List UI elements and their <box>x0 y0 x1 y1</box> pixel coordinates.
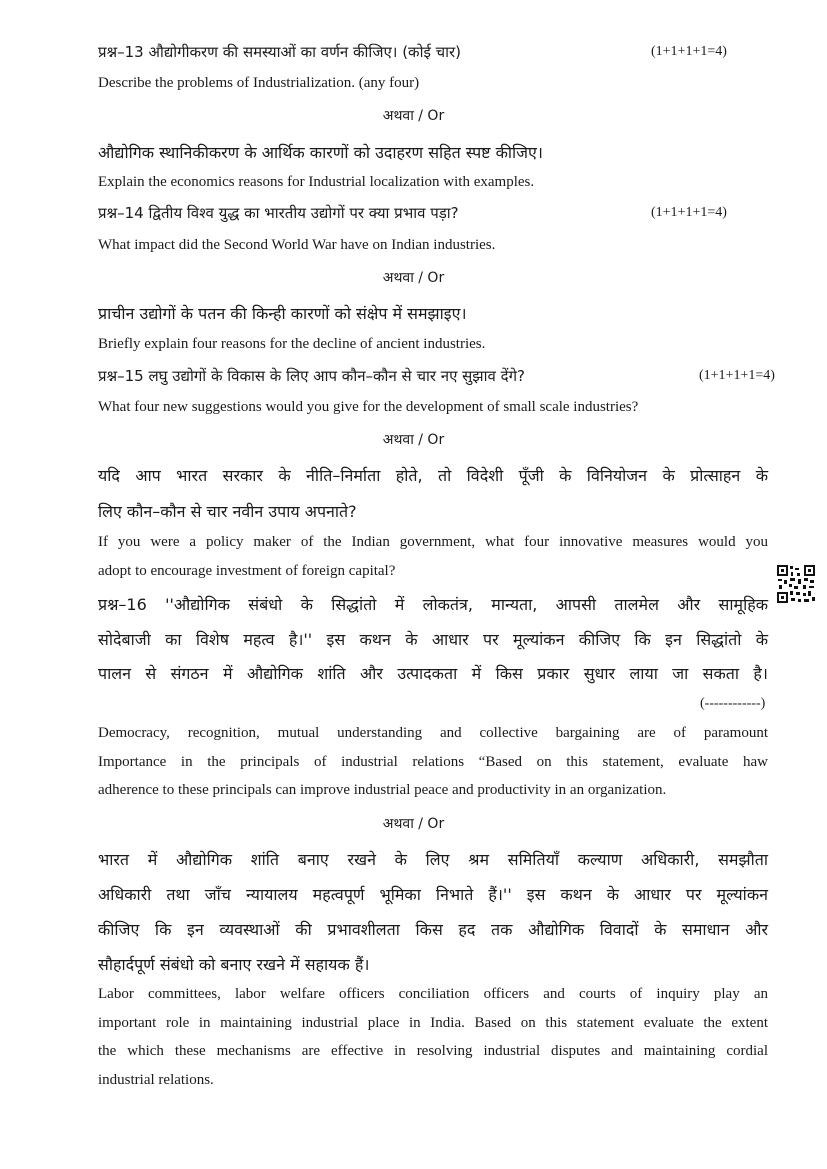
q16-or: अथवा / Or <box>382 816 445 832</box>
q16-marks: (------------) <box>700 696 766 711</box>
q16-alt-hindi-line3: कीजिए कि इन व्यवस्थाओं की प्रभावशीलता किस हद तक औद्योगिक विवादों के समाधान और <box>98 920 768 939</box>
q13-or: अथवा / Or <box>382 108 445 124</box>
q14-or: अथवा / Or <box>382 270 445 286</box>
q16-alt-hindi-line4: सौहार्दपूर्ण संबंधो को बनाए रखने में सहायक हैं। <box>98 955 370 974</box>
q15-alt-hindi-line2: लिए कौन–कौन से चार नवीन उपाय अपनाते? <box>98 502 357 521</box>
q16-alt-english-line3: the which these mechanisms are effective in resolving industrial disputes and maintaining cordial <box>98 1043 768 1059</box>
q14-alt-english: Briefly explain four reasons for the decline of ancient industries. <box>98 336 486 352</box>
q13-alt-hindi: औद्योगिक स्थानिकीकरण के आर्थिक कारणों को उदाहरण सहित स्पष्ट कीजिए। <box>98 143 543 162</box>
q16-alt-english-line1: Labor committees, labor welfare officers conciliation officers and courts of inquiry play an <box>98 986 768 1002</box>
q15-alt-english-line1: If you were a policy maker of the Indian government, what four innovative measures would you <box>98 534 768 550</box>
q16-hindi-line2: सोदेबाजी का विशेष महत्व है।'' इस कथन के आधार पर मूल्यांकन कीजिए कि इन सिद्धांतो के <box>98 630 768 649</box>
q13-english: Describe the problems of Industrialization. (any four) <box>98 75 420 91</box>
q16-english-line1: Democracy, recognition, mutual understanding and collective bargaining are of paramount <box>98 725 768 741</box>
q16-alt-hindi-line1: भारत में औद्योगिक शांति बनाए रखने के लिए श्रम समितियाँ कल्याण अधिकारी, समझौता <box>98 850 768 869</box>
q16-alt-english-line2: important role in maintaining industrial place in India. Based on this statement evaluate the extent <box>98 1015 768 1031</box>
q14-english: What impact did the Second World War have on Indian industries. <box>98 237 496 253</box>
q15-english: What four new suggestions would you give for the development of small scale industries? <box>98 399 639 415</box>
q13-marks: (1+1+1+1=4) <box>651 44 727 59</box>
q15-alt-hindi-line1: यदि आप भारत सरकार के नीति–निर्माता होते, तो विदेशी पूँजी के विनियोजन के प्रोत्साहन के <box>98 466 768 485</box>
q15-marks: (1+1+1+1=4) <box>699 368 775 383</box>
q15-or: अथवा / Or <box>382 432 445 448</box>
q15-hindi: प्रश्न–15 लघु उद्योगों के विकास के लिए आप कौन–कौन से चार नए सुझाव देंगे? <box>98 367 525 385</box>
q15-alt-english-line2: adopt to encourage investment of foreign capital? <box>98 563 396 579</box>
q14-marks: (1+1+1+1=4) <box>651 205 727 220</box>
q14-hindi: प्रश्न–14 द्वितीय विश्व युद्ध का भारतीय उद्योगों पर क्या प्रभाव पड़ा? <box>98 204 459 222</box>
q16-hindi-line1: प्रश्न–16 ''औद्योगिक संबंधो के सिद्धांतो में लोकतंत्र, मान्यता, आपसी तालमेल और सामूहिक <box>98 595 768 614</box>
q14-alt-hindi: प्राचीन उद्योगों के पतन की किन्ही कारणों को संक्षेप में समझाइए। <box>98 304 467 323</box>
q13-hindi: प्रश्न–13 औद्योगीकरण की समस्याओं का वर्णन कीजिए। (कोई चार) <box>98 43 461 61</box>
q16-alt-hindi-line2: अधिकारी तथा जाँच न्यायालय महत्वपूर्ण भूमिका निभाते हैं।'' इस कथन के आधार पर मूल्यांकन <box>98 885 768 904</box>
qr-code <box>776 564 816 604</box>
q16-english-line3: adherence to these principals can improve industrial peace and productivity in an organization. <box>98 782 667 798</box>
q13-alt-english: Explain the economics reasons for Industrial localization with examples. <box>98 174 535 190</box>
q16-english-line2: Importance in the principals of industrial relations “Based on this statement, evaluate haw <box>98 754 768 770</box>
q16-hindi-line3: पालन से संगठन में औद्योगिक शांति और उत्पादकता में किस प्रकार सुधार लाया जा सकता है। <box>98 664 768 683</box>
q16-alt-english-line4: industrial relations. <box>98 1072 214 1088</box>
